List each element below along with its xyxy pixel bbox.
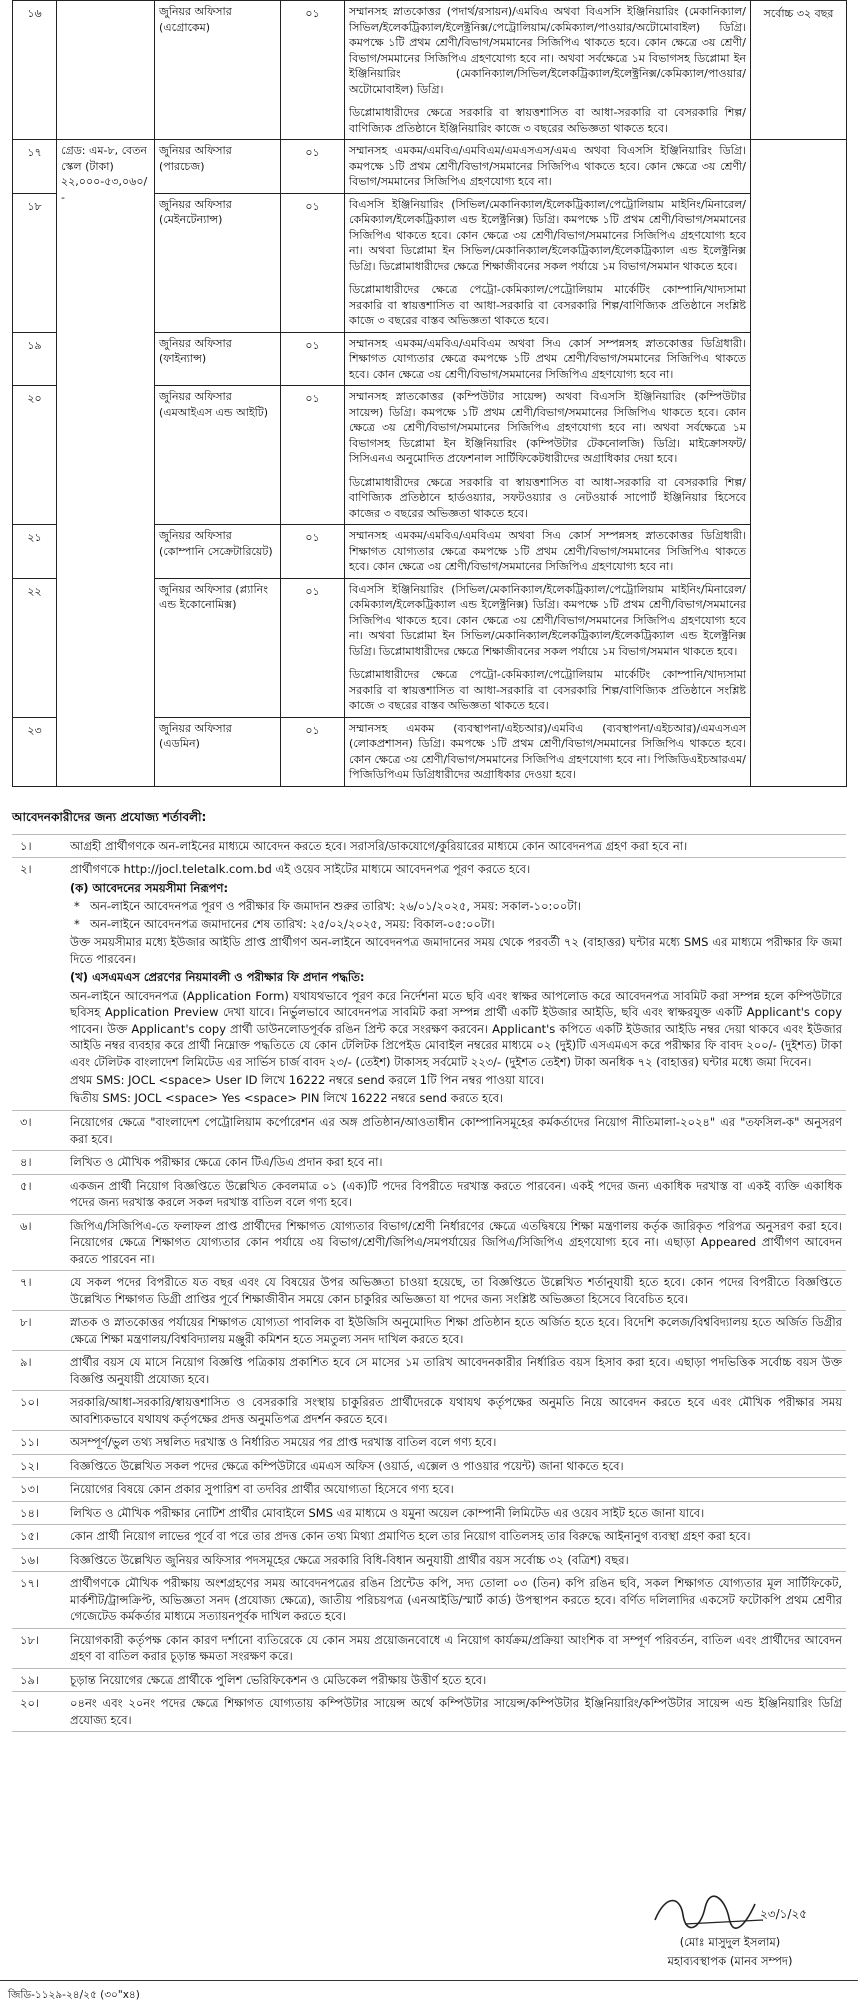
condition-item (12, 1524, 846, 1548)
condition-item (12, 1548, 846, 1572)
condition-item (12, 1668, 846, 1692)
vacancy-count-cell: ০১ (281, 578, 345, 717)
condition-text-block (66, 1391, 846, 1430)
condition-text: বিজ্ঞপ্তিতে উল্লেখিত সকল পদের ক্ষেত্রে কম্পিউটারে এমএস অফিস (ওয়ার্ড, এক্সেল ও পাওয়ার পয়েন্ট) জানা থাকতে হবে। (70, 1458, 624, 1473)
vacancy-count-cell: ০১ (281, 193, 345, 332)
condition-number: ৪। (20, 1155, 32, 1169)
serial-cell: ১৬ (13, 1, 57, 140)
qualification-cell (345, 193, 751, 332)
qualification-paragraph: বিএসসি ইঞ্জিনিয়ারিং (সিভিল/মেকানিক্যাল/ইলেকট্রিক্যাল/পেট্রোলিয়াম মাইনিং/মিনারেল/কেমিক্যাল/ইলেকট্রিক্যাল এন্ড ইলেক্ট্রনিক্স) ডিগ্রি। কমপক্ষে ১টি প্রথম শ্রেণী/বিভাগ/সমমানের সিজিপিএ থাকতে হবে। কোন ক্ষেত্রে ৩য় শ্রেণী/বিভাগ/সমমানের সিজিপিএ গ্রহণযোগ্য হবে না। অথবা ডিপ্লোমা ইন সিভিল/মেকানিক্যাল/ইলেকট্রিক্যাল/ইলেকট্রিক্যাল এন্ড ইলেক্ট্রনিক্স ডিগ্রি। ডিপ্লোমাধারীদের ক্ষেত্রে শিক্ষাজীবনের সকল পর্যায়ে ১ম বিভাগ/সমমান থাকতে হবে। (349, 197, 746, 273)
condition-text: চূড়ান্ত নিয়োগের ক্ষেত্রে প্রার্থীকে পুলিশ ভেরিফিকেশন ও মেডিকেল পরীক্ষায় উত্তীর্ণ হতে হবে। (70, 1672, 487, 1687)
condition-text: অসম্পূর্ণ/ভুল তথ্য সম্বলিত দরখাস্ত ও নির্ধারিত সময়ের পর প্রাপ্ত দরখাস্ত বাতিল বলে গণ্য হবে। (70, 1435, 497, 1449)
conditions-list (12, 834, 846, 1733)
condition-item (12, 1571, 846, 1628)
condition-item (12, 1628, 846, 1668)
condition-text-block (66, 1525, 846, 1548)
serial-cell: ২৩ (13, 717, 57, 786)
qualification-cell (345, 578, 751, 717)
condition-item (12, 1110, 846, 1150)
condition-number: ৭। (20, 1275, 32, 1289)
job-table (12, 0, 847, 787)
condition-text-block (66, 835, 846, 858)
condition-text-block (66, 858, 846, 1110)
condition-text-block (66, 1669, 846, 1692)
conditions-title: আবেদনকারীদের জন্য প্রযোজ্য শর্তাবলী: (12, 810, 207, 824)
condition-number: ৯। (20, 1355, 32, 1369)
condition-number: ১৪। (20, 1505, 40, 1520)
condition-text-block (66, 1455, 846, 1478)
qualification-cell (345, 140, 751, 194)
condition-item (12, 834, 846, 858)
condition-number: ২। (20, 862, 32, 876)
qualification-paragraph: ডিপ্লোমাধারীদের ক্ষেত্রে পেট্রো-কেমিক্যাল/পেট্রোলিয়াম মার্কেটিং কোম্পানি/খাদ্যসামা সরকারি বা স্বায়ত্তশাসিত বা আধা-সরকারি বা বেসরকারি শিল্প/বাণিজ্যিক প্রতিষ্ঠানে সংশ্লিষ্ট কাজে ৩ বছরের বাস্তব অভিজ্ঞতা থাকতে হবে। (349, 283, 746, 327)
condition-item (12, 1691, 846, 1732)
condition-text: বিজ্ঞপ্তিতে উল্লেখিত জুনিয়র অফিসার পদসমূহের ক্ষেত্রে সরকারি বিধি-বিধান অনুযায়ী প্রার্থীর বয়স সর্বোচ্চ ৩২ (বত্রিশ) বছর। (70, 1552, 629, 1567)
vacancy-count-cell: ০১ (281, 525, 345, 579)
subsection-heading: (ক) আবেদনের সময়সীমা নিরূপণ: (70, 880, 229, 895)
condition-text-block (66, 1111, 846, 1150)
condition-text-block (66, 1478, 846, 1501)
condition-item (12, 1477, 846, 1501)
condition-text: নিয়োগকারী কর্তৃপক্ষ কোন কারণ দর্শানো ব্যতিরেকে যে কোন সময় প্রয়োজনবোধে এ নিয়োগ কার্যক্রম/প্রক্রিয়া আংশিক বা সম্পূর্ণ পরিবর্তন, বাতিল এবং প্রার্থীদের আবেদন গ্রহণ বা বাতিল করার চূড়ান্ত ক্ষমতা সংরক্ষণ করে। (70, 1632, 842, 1663)
qualification-paragraph: ডিপ্লোমাধারীদের ক্ষেত্রে সরকারি বা স্বায়ত্তশাসিত বা আধা-সরকারি বা বেসরকারি শিল্প/বাণিজ্যিক প্রতিষ্ঠানে হার্ডওয়্যার, সফটওয়্যার ও নেটওয়ার্ক সাপোর্ট ইঞ্জিনিয়ার হিসেবে কাজের ৩ বছরের অভিজ্ঞতা থাকতে হবে। (349, 475, 746, 520)
qualification-paragraph: সম্মানসহ স্নাতকোত্তর (পদার্থ/রসায়ন)/এমবিএ অথবা বিএসসি ইঞ্জিনিয়ারিং (মেকানিক্যাল/সিভিল/ইলেকট্রিক্যাল/ইলেক্ট্রনিক্স/পেট্রোলিয়াম/কেমিক্যাল/পাওয়ার/অটোমোবাইল) ডিগ্রি। কমপক্ষে ১টি প্রথম শ্রেণী/বিভাগ/সমমানের সিজিপিএ থাকতে হবে। কোন ক্ষেত্রে ৩য় শ্রেণী/বিভাগ/সমমানের সিজিপিএ গ্রহণযোগ্য হবে না। অথবা সর্বক্ষেত্রে ১ম বিভাগসহ ডিপ্লোমা ইন ইঞ্জিনিয়ারিং (মেকানিক্যাল/সিভিল/ইলেকট্রিক্যাল/ইলেক্ট্রনিক্স/কেমিক্যাল/পাওয়ার/অটোমোবাইল) ডিগ্রি। (349, 5, 746, 96)
condition-text-block (66, 1351, 846, 1390)
qualification-cell (345, 386, 751, 525)
condition-item (12, 1350, 846, 1390)
condition-item (12, 1390, 846, 1430)
vacancy-count-cell: ০১ (281, 1, 345, 140)
table-row (13, 1, 847, 140)
serial-cell: ২২ (13, 578, 57, 717)
condition-text: লিখিত ও মৌখিক পরীক্ষার নোটিশ প্রার্থীর মোবাইলে SMS এর মাধ্যমে ও যমুনা অয়েল কোম্পানী লিমিটেড এর ওয়েব সাইট হতে জানা যাবে। (70, 1505, 705, 1520)
qualification-cell (345, 525, 751, 579)
age-limit-cell (751, 140, 847, 787)
post-cell: জুনিয়র অফিসার (কোম্পানি সেক্রেটারিয়েট) (155, 525, 281, 579)
table-row (13, 140, 847, 194)
subsection-text: উক্ত সময়সীমার মধ্যে ইউজার আইডি প্রাপ্ত প্রার্থীগণ অন-লাইনে আবেদনপত্র জমাদানের সময় থেকে পরবর্তী ৭২ (বাহাত্তর) ঘন্টার মধ্যে SMS এর মাধ্যমে পরীক্ষার ফি জমা দিতে পারবেন। (70, 935, 842, 966)
condition-number: ১১। (20, 1435, 40, 1449)
serial-cell: ২১ (13, 525, 57, 579)
qualification-paragraph: ডিপ্লোমাধারীদের ক্ষেত্রে পেট্রো-কেমিক্যাল/পেট্রোলিয়াম মার্কেটিং কোম্পানি/খাদ্যসামা সরকারি বা স্বায়ত্তশাসিত বা আধা-সরকারি বা বেসরকারি শিল্প/বাণিজ্যিক প্রতিষ্ঠানে সংশ্লিষ্ট কাজে ৩ বছরের বাস্তব অভিজ্ঞতা থাকতে হবে। (349, 668, 746, 712)
condition-number: ৫। (20, 1178, 32, 1193)
condition-text-block (66, 1151, 846, 1174)
qualification-paragraph: সম্মানসহ এমকম/এমবিএ/এমবিএম/এমএসএস/এমএ অথবা বিএসসি ইঞ্জিনিয়ারিং ডিগ্রি। কমপক্ষে ১টি প্রথম শ্রেণী/বিভাগ/সমমানের সিজিপিএ থাকতে হবে। কোন ক্ষেত্রে ৩য় শ্রেণী/বিভাগ/সমমানের সিজিপিএ গ্রহণযোগ্য হবে না। (349, 144, 746, 188)
condition-text: কোন প্রার্থী নিয়োগ লাভের পূর্বে বা পরে তার প্রদত্ত কোন তথ্য মিথ্যা প্রমাণিত হলে তার নিয়োগ বাতিলসহ তার বিরুদ্ধে আইনানুগ ব্যবস্থা গ্রহণ করা হবে। (70, 1529, 751, 1543)
sms-instruction: প্রথম SMS: JOCL <space> User ID লিখে 16222 নম্বরে send করলে 1টি পিন নম্বর পাওয়া যাবে। (70, 1073, 545, 1087)
condition-text: একজন প্রার্থী নিয়োগ বিজ্ঞপ্তিতে উল্লেখিত কেবলমাত্র ০১ (এক)টি পদের বিপরীতে দরখাস্ত করতে পারবেন। একই পদের জন্য একাধিক দরখাস্ত বা একই ব্যক্তি একাধিক পদের জন্য দরখাস্ত করলে সকল দরখাস্ত বাতিল বলে গণ্য হবে। (70, 1178, 842, 1209)
condition-item (12, 1214, 846, 1271)
condition-text: জিপিএ/সিজিপিএ-তে ফলাফল প্রাপ্ত প্রার্থীদের শিক্ষাগত যোগ্যতার বিভাগ/শ্রেণী নির্ধারণের ক্ষেত্রে এতদ্বিষয়ে শিক্ষা মন্ত্রণালয় কর্তৃক জারিকৃত পরিপত্র অনুসরণ করা হবে। নিয়োগের ক্ষেত্রে শিক্ষাগত যোগ্যতার কোন পর্যায়ে ৩য় বিভাগ/শ্রেণী/জিপিএ/সমপর্যায়ের জিপিএ/সিজিপিএ গ্রহণযোগ্য হবে না। এছাড়া Appeared প্রার্থীগণ আবেদন করতে পারবেন না। (70, 1218, 842, 1266)
post-cell: জুনিয়র অফিসার (পারচেজ) (155, 140, 281, 194)
condition-text-block (66, 1692, 846, 1731)
condition-number: ২০। (20, 1696, 40, 1710)
condition-number: ১৫। (20, 1529, 40, 1543)
signature-block (620, 1890, 840, 1972)
condition-number: ১৮। (20, 1632, 40, 1647)
condition-item (12, 1454, 846, 1478)
condition-number: ১৬। (20, 1552, 40, 1567)
condition-text: লিখিত ও মৌখিক পরীক্ষার ক্ষেত্রে কোন টিএ/ডিএ প্রদান করা হবে না। (70, 1155, 383, 1169)
qualification-paragraph: ডিপ্লোমাধারীদের ক্ষেত্রে সরকারি বা স্বায়ত্তশাসিত বা আধা-সরকারি বা বেসরকারি শিল্প/বাণিজ্যিক প্রতিষ্ঠানে ইঞ্জিনিয়ারিং কাজে ৩ বছরের অভিজ্ঞতা থাকতে হবে। (349, 106, 746, 135)
qualification-paragraph: সম্মানসহ এমকম (ব্যবস্থাপনা/এইচআর)/এমবিএ (ব্যবস্থাপনা/এইচআর)/এমএসএস (লোকপ্রশাসন) ডিগ্রি। কমপক্ষে ১টি প্রথম শ্রেণী/বিভাগ/সমমানের সিজিপিএ থাকতে হবে। কোন ক্ষেত্রে ৩য় শ্রেণী/বিভাগ/সমমানের সিজিপিএ গ্রহণযোগ্য হবে না। পিজিডিএইচআরএম/পিজিডিপিএম ডিগ্রিধারীদের অগ্রাধিকার দেওয়া হবে। (349, 721, 746, 781)
condition-item (12, 857, 846, 1110)
serial-cell: ২০ (13, 386, 57, 525)
condition-text: নিয়োগের ক্ষেত্রে "বাংলাদেশ পেট্রোলিয়াম কর্পোরেশন এর অঙ্গ প্রতিষ্ঠান/আওতাধীন কোম্পানিসমূহের কর্মকর্তাদের নিয়োগ নীতিমালা-২০২৪" এর "তফসিল-ক" অনুসরণ করা হবে। (70, 1115, 842, 1146)
condition-number: ১০। (20, 1395, 40, 1409)
condition-number: ৩। (20, 1115, 32, 1129)
subsection-text: অন-লাইনে আবেদনপত্র (Application Form) যথাযথভাবে পূরণ করে নির্দেশনা মতে ছবি এবং স্বাক্ষর আপলোড করে আবেদনপত্র সাবমিট করা সম্পন্ন হলে কম্পিউটারে ছবিসহ Application Preview দেখা যাবে। নির্ভুলভাবে আবেদনপত্র সাবমিট করা সম্পন্ন প্রার্থী একটি ইউজার আইডি, ছবি এবং স্বাক্ষরযুক্ত একটি Applicant's copy পাবেন। উক্ত Applicant's copy প্রার্থী ডাউনলোডপূর্বক রঙিন প্রিন্ট করে সংরক্ষণ করবেন। Applicant's কপিতে একটি ইউজার আইডি নম্বর দেয়া থাকবে এবং ইউজার আইডি নম্বর ব্যবহার করে প্রার্থী নিম্নোক্ত পদ্ধতিতে যে কোন টেলিটক প্রিপেইড মোবাইল নম্বরের মাধ্যমে ০২ (দুই)টি এসএমএস করে পরীক্ষার ফি বাবদ ২০০/- (দুইশত) টাকা এবং টেলিটক বাংলাদেশ লিমিটেড এর সার্ভিস চার্জ বাবদ ২৩/- (তেইশ) টাকাসহ সর্বমোট ২২৩/- (দুইশত তেইশ) টাকা অনধিক ৭২ (বাহাত্তর) ঘন্টার মধ্যে জমা দিবেন। (70, 988, 842, 1069)
condition-text: স্নাতক ও স্নাতকোত্তর পর্যায়ের শিক্ষাগত যোগ্যতা পাবলিক বা ইউজিসি অনুমোদিত শিক্ষা প্রতিষ্ঠান হতে অর্জিত হতে হবে। বিদেশি কলেজ/বিশ্ববিদ্যালয় হতে অর্জিত ডিগ্রীর ক্ষেত্রে শিক্ষা মন্ত্রণালয়/বিশ্ববিদ্যালয় মঞ্জুরী কমিশন হতে সমতুল্য সনদ দাখিল করতে হবে। (70, 1315, 842, 1346)
condition-text: প্রার্থীগণকে http://jocl.teletalk.com.bd এই ওয়েব সাইটের মাধ্যমে আবেদনপত্র পূরণ করতে হবে। (70, 862, 531, 876)
post-cell: জুনিয়র অফিসার (ফাইন্যান্স) (155, 332, 281, 386)
age-limit-cell: সর্বোচ্চ ৩২ বছর (751, 1, 847, 140)
grade-cell: গ্রেড: এম-৮, বেতন স্কেল (টাকা) ২২,০০০-৫৩,০৬০/- (57, 140, 155, 787)
post-cell: জুনিয়র অফিসার (মেইনটেন্যান্স) (155, 193, 281, 332)
condition-text-block (66, 1502, 846, 1525)
condition-text-block (66, 1629, 846, 1668)
condition-text: নিয়োগের বিষয়ে কোন প্রকার সুপারিশ বা তদবির প্রার্থীর অযোগ্যতা হিসেবে গণ্য হবে। (70, 1482, 454, 1496)
condition-text: সরকারি/আধা-সরকারি/স্বায়ত্তশাসিত ও বেসরকারি সংস্থায় চাকুরিরত প্রার্থীদেরকে যথাযথ কর্তৃপক্ষের অনুমতি নিয়ে আবেদন করতে হবে এবং মৌখিক পরীক্ষার সময় আবশ্যিকভাবে যথাযথ কর্তৃপক্ষের প্রদত্ত অনুমতিপত্র প্রদর্শন করতে হবে। (70, 1395, 842, 1426)
memo-number: জিডি-১১২৯-২৪/২৫ (৩০"x৪) (8, 1989, 140, 2001)
condition-text-block (66, 1175, 846, 1214)
footer-divider (0, 1980, 858, 1981)
post-cell: জুনিয়র অফিসার (এমআইএস এন্ড আইটি) (155, 386, 281, 525)
grade-cell (57, 1, 155, 140)
condition-number: ১৭। (20, 1576, 40, 1590)
condition-text: আগ্রহী প্রার্থীগণকে অন-লাইনের মাধ্যমে আবেদন করতে হবে। সরাসরি/ডাকযোগে/কুরিয়ারের মাধ্যমে কোন আবেদনপত্র গ্রহণ করা হবে না। (70, 838, 688, 853)
signatory-name: (মোঃ মাসুদুল ইসলাম) (679, 1935, 781, 1949)
qualification-cell (345, 717, 751, 786)
condition-text-block (66, 1549, 846, 1572)
condition-text-block (66, 1271, 846, 1310)
condition-item (12, 1430, 846, 1454)
job-table-body (13, 1, 847, 787)
condition-text-block (66, 1572, 846, 1628)
conditions-section (12, 809, 846, 1732)
condition-item (12, 1270, 846, 1310)
qualification-paragraph: সম্মানসহ স্নাতকোত্তর (কম্পিউটার সায়েন্স) অথবা বিএসসি ইঞ্জিনিয়ারিং (কম্পিউটার সায়েন্স) ডিগ্রি। কমপক্ষে ১টি প্রথম শ্রেণী/বিভাগ/সমমানের সিজিপিএ থাকতে হবে। কোন ক্ষেত্রে ৩য় শ্রেণী/বিভাগ/সমমানের সিজিপিএ গ্রহণযোগ্য হবে না। অথবা সর্বক্ষেত্রে ১ম বিভাগসহ ডিপ্লোমা ইন ইঞ্জিনিয়ারিং (কম্পিউটার টেকনোলজি) ডিগ্রি। মাইক্রোসফট/সিসিএনএ অনুমোদিত প্রফেশনাল সার্টিফিকেটধারীদের অগ্রাধিকার দেয়া হবে। (349, 390, 746, 465)
qualification-paragraph: বিএসসি ইঞ্জিনিয়ারিং (সিভিল/মেকানিক্যাল/ইলেকট্রিক্যাল/পেট্রোলিয়াম মাইনিং/মিনারেল/কেমিক্যাল/ইলেকট্রিক্যাল এন্ড ইলেক্ট্রনিক্স) ডিগ্রি। কমপক্ষে ১টি প্রথম শ্রেণী/বিভাগ/সমমানের সিজিপিএ থাকতে হবে। কোন ক্ষেত্রে ৩য় শ্রেণী/বিভাগ/সমমানের সিজিপিএ গ্রহণযোগ্য হবে না। অথবা ডিপ্লোমা ইন সিভিল/মেকানিক্যাল/ইলেকট্রিক্যাল/ইলেকট্রিক্যাল এন্ড ইলেক্ট্রনিক্স ডিগ্রি। ডিপ্লোমাধারীদের ক্ষেত্রে শিক্ষাজীবনের সকল পর্যায়ে ১ম বিভাগ/সমমান থাকতে হবে। (349, 582, 746, 658)
condition-item (12, 1310, 846, 1350)
deadline-bullet: * অন-লাইনে আবেদনপত্র জমাদানের শেষ তারিখ: ২৫/০২/২০২৫, সময়: বিকাল-০৫:০০টা। (70, 916, 842, 933)
condition-number: ৮। (20, 1315, 32, 1329)
condition-text: প্রার্থীগণকে মৌখিক পরীক্ষায় অংশগ্রহণের সময় আবেদনপত্রের রঙিন প্রিন্টেড কপি, সদ্য তোলা ০৩ (তিন) কপি রঙিন ছবি, সকল শিক্ষাগত যোগ্যতার মূল সার্টিফিকেট, মার্কশীট/ট্রান্সক্রিপ্ট, অভিজ্ঞতা সনদ (প্রযোজ্য ক্ষেত্রে), জাতীয় পরিচয়পত্র (এনআইডি/স্মার্ট কার্ড) উপস্থাপন করতে হবে। বর্ণিত দলিলাদির একসেট ফটোকপি প্রথম শ্রেণীর গেজেটেড কর্মকর্তার মাধ্যমে সত্যায়নপূর্বক দাখিল করতে হবে। (70, 1576, 842, 1623)
condition-text: প্রার্থীর বয়স যে মাসে নিয়োগ বিজ্ঞপ্তি পত্রিকায় প্রকাশিত হবে সে মাসের ১ম তারিখ আবেদনকারীর নির্ধারিত বয়স হিসাব করা হবে। এছাড়া পদভিত্তিক সর্বোচ্চ বয়স উক্ত বিজ্ঞপ্তি অনুযায়ী প্রযোজ্য হবে। (70, 1355, 842, 1386)
signatory-designation: মহাব্যবস্থাপক (মানব সম্পদ) (667, 1954, 793, 1968)
subsection-heading: (খ) এসএমএস প্রেরণের নিয়মাবলী ও পরীক্ষার ফি প্রদান পদ্ধতি: (70, 970, 365, 984)
post-cell: জুনিয়র অফিসার (এডমিন) (155, 717, 281, 786)
condition-text-block (66, 1311, 846, 1350)
condition-item (12, 1501, 846, 1525)
post-cell: জুনিয়র অফিসার (প্ল্যানিং এন্ড ইকোনোমিক্স) (155, 578, 281, 717)
post-cell: জুনিয়র অফিসার (এগ্রোকেম) (155, 1, 281, 140)
sms-instruction: দ্বিতীয় SMS: JOCL <space> Yes <space> PIN লিখে 16222 নম্বরে send করতে হবে। (70, 1090, 504, 1105)
qualification-cell (345, 332, 751, 386)
condition-item (12, 1174, 846, 1214)
condition-text: যে সকল পদের বিপরীতে যত বছর এবং যে বিষয়ের উপর অভিজ্ঞতা চাওয়া হয়েছে, তা বিজ্ঞপ্তিতে উল্লেখিত শর্তানুযায়ী হতে হবে। কোন পদের বিপরীতে বিজ্ঞপ্তিতে উল্লেখিত শিক্ষাগত ডিগ্রী প্রাপ্তির পূর্বে শিক্ষাজীবীন সময়ে কোন চাকুরির অভিজ্ঞতা যা পদের জন্য সংশ্লিষ্ট অভিজ্ঞতা হিসেবে বিবেচিত হবে। (70, 1275, 842, 1306)
qualification-paragraph: সম্মানসহ এমকম/এমবিএ/এমবিএম অথবা সিএ কোর্স সম্পন্নসহ স্নাতকোত্তর ডিগ্রিধারী। শিক্ষাগত যোগ্যতার ক্ষেত্রে কমপক্ষে ১টি প্রথম শ্রেণী/বিভাগ/সমমানের সিজিপিএ থাকতে হবে। কোন ক্ষেত্রে ৩য় শ্রেণী/বিভাগ/সমমানের সিজিপিএ গ্রহণযোগ্য হবে না। (349, 529, 746, 573)
condition-item (12, 1150, 846, 1174)
deadline-bullet: * অন-লাইনে আবেদনপত্র পূরণ ও পরীক্ষার ফি জমাদান শুরুর তারিখ: ২৬/০১/২০২৫, সময়: সকাল-১০:০০টা। (70, 898, 842, 915)
serial-cell: ১৯ (13, 332, 57, 386)
qualification-paragraph: সম্মানসহ এমকম/এমবিএ/এমবিএম অথবা সিএ কোর্স সম্পন্নসহ স্নাতকোত্তর ডিগ্রিধারী। শিক্ষাগত যোগ্যতার ক্ষেত্রে কমপক্ষে ১টি প্রথম শ্রেণী/বিভাগ/সমমানের সিজিপিএ থাকতে হবে। কোন ক্ষেত্রে ৩য় শ্রেণী/বিভাগ/সমমানের সিজিপিএ গ্রহণযোগ্য হবে না। (349, 336, 746, 381)
vacancy-count-cell: ০১ (281, 717, 345, 786)
vacancy-count-cell: ০১ (281, 332, 345, 386)
signature-date: ২৩/১/২৫ (760, 1907, 808, 1921)
vacancy-count-cell: ০১ (281, 140, 345, 194)
condition-number: ১৯। (20, 1672, 40, 1687)
condition-text-block (66, 1215, 846, 1271)
condition-number: ১। (20, 838, 32, 853)
condition-number: ১২। (20, 1458, 40, 1473)
serial-cell: ১৭ (13, 140, 57, 194)
condition-number: ১৩। (20, 1482, 40, 1496)
condition-text: ০৪নং এবং ২০নং পদের ক্ষেত্রে শিক্ষাগত যোগ্যতায় কম্পিউটার সায়েন্স অর্থে কম্পিউটার সায়েন্স/কম্পিউটার ইঞ্জিনিয়ারিং/কম্পিউটার সায়েন্স এন্ড ইঞ্জিনিয়ারিং ডিগ্রি প্রযোজ্য হবে। (70, 1696, 842, 1727)
serial-cell: ১৮ (13, 193, 57, 332)
vacancy-count-cell: ০১ (281, 386, 345, 525)
condition-number: ৬। (20, 1218, 32, 1233)
qualification-cell (345, 1, 751, 140)
condition-text-block (66, 1431, 846, 1454)
